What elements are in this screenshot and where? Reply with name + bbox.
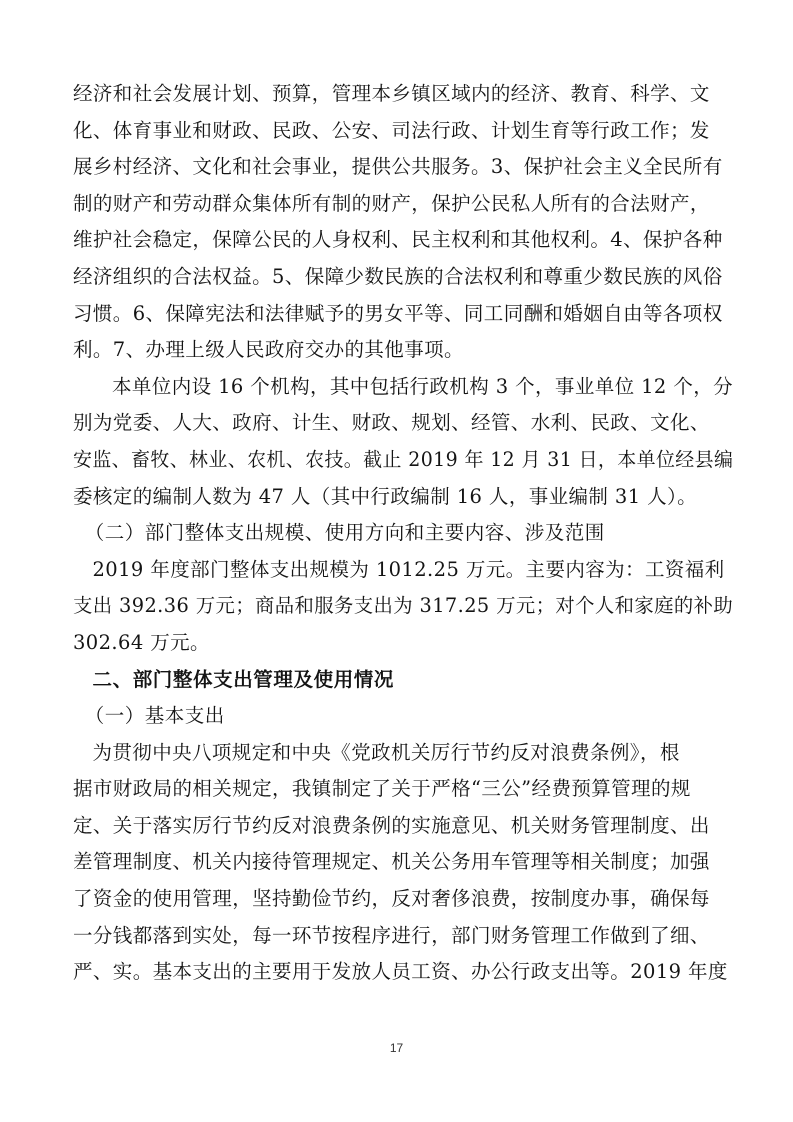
text-line: 习惯。6、保障宪法和法律赋予的男女平等、同工同酬和婚姻自由等各项权 (73, 301, 723, 325)
text-line: 安监、畜牧、林业、农机、农技。截止 2019 年 12 月 31 日，本单位经县编 (73, 447, 734, 471)
paragraph-functions (73, 76, 733, 369)
text-line: 利。7、办理上级人民政府交办的其他事项。 (73, 338, 464, 362)
subheading-expenditure-scale: （二）部门整体支出规模、使用方向和主要内容、涉及范围 (84, 521, 605, 545)
section-heading: 二、部门整体支出管理及使用情况 (92, 667, 395, 691)
text-line: 经济和社会发展计划、预算，管理本乡镇区域内的经济、教育、科学、文 (73, 82, 710, 105)
text-line: 据市财政局的相关规定，我镇制定了关于严格“三公”经费预算管理的规 (73, 777, 691, 801)
text-line: 一分钱都落到实处，每一环节按程序进行，部门财务管理工作做到了细、 (73, 923, 710, 947)
paragraph-organization (73, 369, 733, 515)
text-line: 经济组织的合法权益。5、保障少数民族的合法权利和尊重少数民族的风俗 (73, 264, 723, 288)
text-line: 支出 392.36 万元；商品和服务支出为 317.25 万元；对个人和家庭的补助 (73, 594, 734, 618)
text-line: 本单位内设 16 个机构，其中包括行政机构 3 个，事业单位 12 个，分 (112, 374, 734, 398)
text-line: 302.64 万元。 (73, 630, 210, 654)
text-line: 展乡村经济、文化和社会事业，提供公共服务。3、保护社会主义全民所有 (73, 155, 723, 179)
paragraph-expenditure (73, 552, 733, 662)
text-line: 制的财产和劳动群众集体所有制的财产，保护公民私人所有的合法财产， (73, 191, 710, 215)
text-line: 化、体育事业和财政、民政、公安、司法行政、计划生育等行政工作；发 (73, 118, 710, 142)
text-line: 维护社会稳定，保障公民的人身权利、民主权利和其他权利。4、保护各种 (73, 228, 723, 252)
text-line: 了资金的使用管理，坚持勤俭节约，反对奢侈浪费，按制度办事，确保每 (73, 887, 710, 911)
document-body (73, 76, 733, 991)
page-number: 17 (389, 1041, 404, 1055)
text-line: 为贯彻中央八项规定和中央《党政机关厉行节约反对浪费条例》，根 (92, 740, 680, 764)
subheading-basic-expenditure: （一）基本支出 (84, 704, 225, 728)
text-line: 差管理制度、机关内接待管理规定、机关公务用车管理等相关制度；加强 (73, 850, 710, 874)
text-line: 严、实。基本支出的主要用于发放人员工资、办公行政支出等。2019 年度 (73, 960, 728, 984)
text-line: 别为党委、人大、政府、计生、财政、规划、经管、水利、民政、文化、 (73, 411, 710, 435)
paragraph-management (73, 735, 733, 991)
text-line: 委核定的编制人数为 47 人（其中行政编制 16 人，事业编制 31 人）。 (73, 484, 698, 508)
text-line: 2019 年度部门整体支出规模为 1012.25 万元。主要内容为：工资福利 (92, 557, 725, 581)
text-line: 定、关于落实厉行节约反对浪费条例的实施意见、机关财务管理制度、出 (73, 813, 710, 837)
